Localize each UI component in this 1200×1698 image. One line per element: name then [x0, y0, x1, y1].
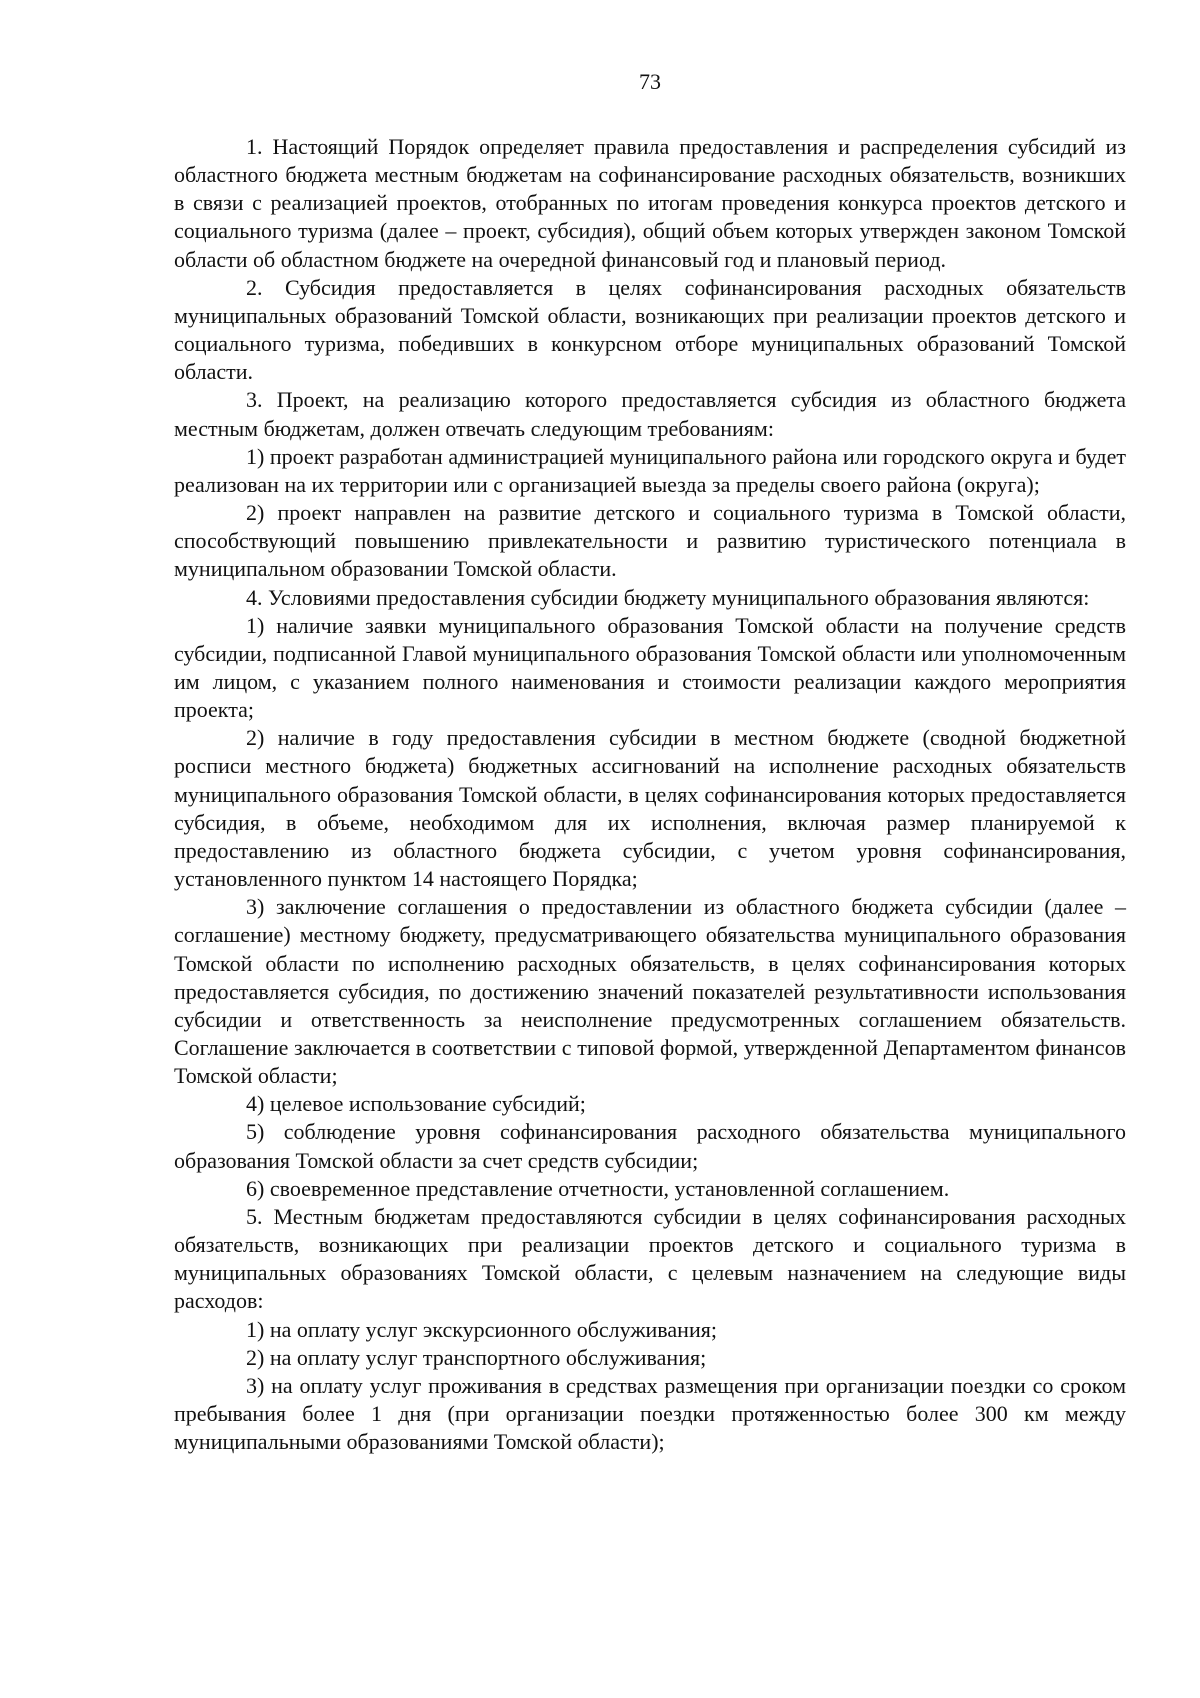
paragraph-4-item-5: 5) соблюдение уровня софинансирования расходного обязательства муниципального образования Томской области за счет средств субсидии;: [174, 1119, 1126, 1173]
paragraph-4-item-3: 3) заключение соглашения о предоставлении из областного бюджета субсидии (далее – соглашение) местному бюджету, предусматривающего обязательства муниципального образования Томской области по исполнению расходных обязательств, в целях софинансирования которых предоставляется субсидия, по достижению значений показателей результативности использования субсидии и ответственность за неисполнение предусмотренных соглашением обязательств. Соглашение заключается в соответствии с типовой формой, утвержденной Департаментом финансов Томской области;: [174, 894, 1126, 1089]
paragraph-1: 1. Настоящий Порядок определяет правила предоставления и распределения субсидий из областного бюджета местным бюджетам на софинансирование расходных обязательств, возникших в связи с реализацией проектов, отобранных по итогам проведения конкурса проектов детского и социального туризма (далее – проект, субсидия), общий объем которых утвержден законом Томской области об областном бюджете на очередной финансовый год и плановый период.: [174, 134, 1126, 272]
paragraph-5-item-3: 3) на оплату услуг проживания в средствах размещения при организации поездки со сроком пребывания более 1 дня (при организации поездки протяженностью более 300 км между муниципальными образованиями Томской области);: [174, 1372, 1126, 1455]
paragraph-2: 2. Субсидия предоставляется в целях софинансирования расходных обязательств муниципальных образований Томской области, возникающих при реализации проектов детского и социального туризма, победивших в конкурсном отборе муниципальных образований Томской области.: [174, 274, 1126, 385]
paragraph-3-item-2: 2) проект направлен на развитие детского и социального туризма в Томской области, способствующий повышению привлекательности и развитию туристического потенциала в муниципальном образовании Томской области.: [174, 500, 1126, 582]
paragraph-5: 5. Местным бюджетам предоставляются субсидии в целях софинансирования расходных обязательств, возникающих при реализации проектов детского и социального туризма в муниципальных образованиях Томской области, с целевым назначением на следующие виды расходов:: [174, 1203, 1126, 1314]
page-number: 73: [639, 69, 661, 94]
paragraph-5-item-2: 2) на оплату услуг транспортного обслуживания;: [246, 1344, 707, 1370]
paragraph-3: 3. Проект, на реализацию которого предоставляется субсидия из областного бюджета местным бюджетам, должен отвечать следующим требованиям:: [174, 387, 1126, 441]
paragraph-4-item-6: 6) своевременное представление отчетности, установленной соглашением.: [246, 1175, 950, 1201]
paragraph-4-item-1: 1) наличие заявки муниципального образования Томской области на получение средств субсидии, подписанной Главой муниципального образования Томской области или уполномоченным им лицом, с указанием полного наименования и стоимости реализации каждого мероприятия проекта;: [174, 612, 1126, 723]
paragraph-3-item-1: 1) проект разработан администрацией муниципального района или городского округа и будет реализован на их территории или с организацией выезда за пределы своего района (округа);: [174, 443, 1126, 497]
paragraph-4-item-2: 2) наличие в году предоставления субсидии в местном бюджете (сводной бюджетной росписи местного бюджета) бюджетных ассигнований на исполнение расходных обязательств муниципального образования Томской области, в целях софинансирования которых предоставляется субсидия, в объеме, необходимом для их исполнения, включая размер планируемой к предоставлению из областного бюджета субсидии, с учетом уровня софинансирования, установленного пунктом 14 настоящего Порядка;: [174, 725, 1126, 892]
paragraph-4-item-4: 4) целевое использование субсидий;: [246, 1091, 586, 1117]
paragraph-5-item-1: 1) на оплату услуг экскурсионного обслуживания;: [246, 1316, 717, 1342]
paragraph-4: 4. Условиями предоставления субсидии бюджету муниципального образования являются:: [246, 584, 1090, 610]
document-page: [174, 68, 1126, 1456]
